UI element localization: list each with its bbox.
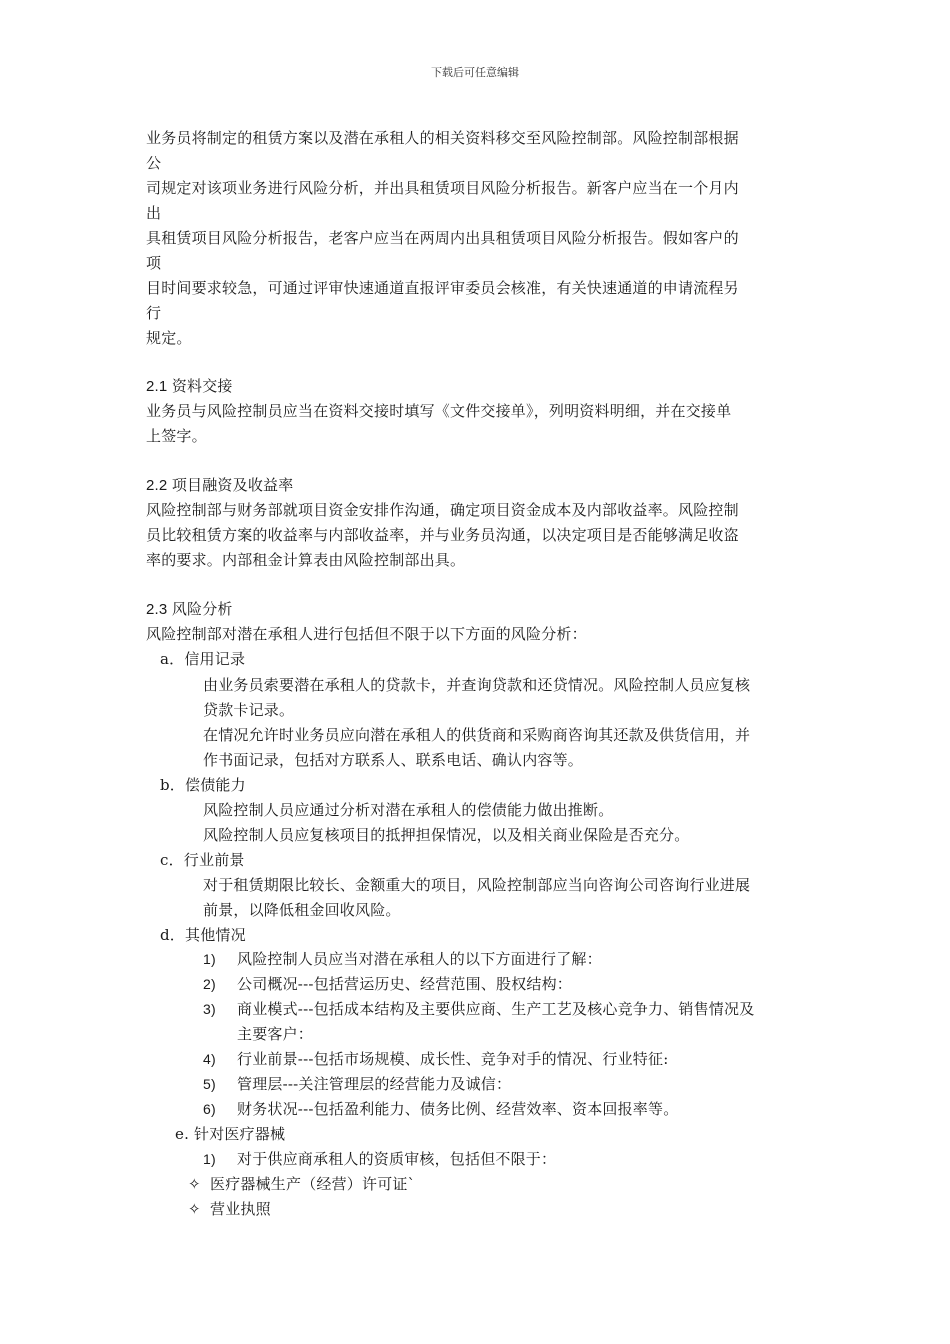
list-item [203,972,572,997]
intro-line: 具租赁项目风险分析报告，老客户应当在两周内出具租赁项目风险分析报告。假如客户的 [146,229,739,247]
list-text: 对于供应商承租人的资质审核，包括但不限于： [237,1150,557,1168]
bullet-text: 营业执照 [210,1200,271,1218]
diamond-bullet-icon: ✧ [188,1175,201,1193]
intro-line: 规定。 [146,329,192,347]
list-item [203,1097,678,1122]
intro-line: 公 [146,154,162,172]
item-c-label: c．行业前景 [160,851,245,869]
list-number: 3) [203,1001,216,1017]
list-item [203,997,754,1022]
list-number: 5) [203,1076,216,1092]
section-2-1-title: 2.1 资料交接 [146,378,233,395]
section-2-2-line: 风险控制部与财务部就项目资金安排作沟通，确定项目资金成本及内部收益率。风险控制 [146,501,739,519]
bullet-item [188,1172,415,1197]
item-a-line: 贷款卡记录。 [203,701,295,719]
section-2-2-line: 率的要求。内部租金计算表由风险控制部出具。 [146,551,466,569]
bullet-item [188,1197,271,1222]
item-d-label: d．其他情况 [160,926,246,944]
item-a-label: a．信用记录 [160,650,246,668]
list-text: 管理层---关注管理层的经营能力及诚信： [237,1075,512,1093]
list-number: 2) [203,976,216,992]
list-number: 4) [203,1051,216,1067]
section-2-2-line: 员比较租赁方案的收益率与内部收益率，并与业务员沟通，以决定项目是否能够满足收盗 [146,526,739,544]
list-number: 1) [203,951,216,967]
intro-line: 行 [146,304,162,322]
item-b-line: 风险控制人员应通过分析对潜在承租人的偿债能力做出推断。 [203,801,614,819]
list-text: 风险控制人员应当对潜在承租人的以下方面进行了解： [237,950,602,968]
list-number: 6) [203,1101,216,1117]
section-2-3-title: 2.3 风险分析 [146,601,233,618]
list-item [203,947,602,972]
list-text: 财务状况---包括盈利能力、债务比例、经营效率、资本回报率等。 [237,1100,679,1118]
item-b-label: b．偿债能力 [160,776,246,794]
item-a-line: 由业务员索要潜在承租人的贷款卡，并查询贷款和还贷情况。风险控制人员应复核 [203,676,751,694]
list-item [203,1047,668,1072]
section-2-2-title: 2.2 项目融资及收益率 [146,477,294,494]
list-text: 商业模式---包括成本结构及主要供应商、生产工艺及核心竞争力、销售情况及 [237,1000,755,1018]
list-text: 主要客户： [237,1025,314,1043]
section-2-1-line: 上签字。 [146,427,207,445]
intro-line: 出 [146,204,162,222]
section-2-3-intro: 风险控制部对潜在承租人进行包括但不限于以下方面的风险分析： [146,625,587,643]
intro-line: 项 [146,254,162,272]
section-2-1-line: 业务员与风险控制员应当在资料交接时填写《文件交接单》，列明资料明细，并在交接单 [146,402,732,420]
list-number: 1) [203,1151,216,1167]
bullet-text: 医疗器械生产（经营）许可证` [210,1175,416,1193]
list-text: 行业前景---包括市场规模、成长性、竞争对手的情况、行业特征: [237,1050,669,1068]
diamond-bullet-icon: ✧ [188,1200,201,1218]
intro-line: 目时间要求较急，可通过评审快速通道直报评审委员会核准，有关快速通道的申请流程另 [146,279,739,297]
list-text: 公司概况---包括营运历史、经营范围、股权结构： [237,975,573,993]
list-item [203,1072,511,1097]
item-b-line: 风险控制人员应复核项目的抵押担保情况，以及相关商业保险是否充分。 [203,826,690,844]
item-c-line: 对于租赁期限比较长、金额重大的项目，风险控制部应当向咨询公司咨询行业进展 [203,876,751,894]
item-a-line: 作书面记录，包括对方联系人、联系电话、确认内容等。 [203,751,584,769]
item-a-line: 在情况允许时业务员应向潜在承租人的供货商和采购商咨询其还款及供货信用，并 [203,726,751,744]
intro-line: 业务员将制定的租赁方案以及潜在承租人的相关资料移交至风险控制部。风险控制部根据 [146,129,739,147]
list-item [203,1147,556,1172]
intro-line: 司规定对该项业务进行风险分析，并出具租赁项目风险分析报告。新客户应当在一个月内 [146,179,739,197]
item-e-label: e. 针对医疗器械 [175,1125,286,1143]
page-header: 下载后可任意编辑 [431,66,519,79]
item-c-line: 前景，以降低租金回收风险。 [203,901,401,919]
list-item [203,1022,313,1047]
